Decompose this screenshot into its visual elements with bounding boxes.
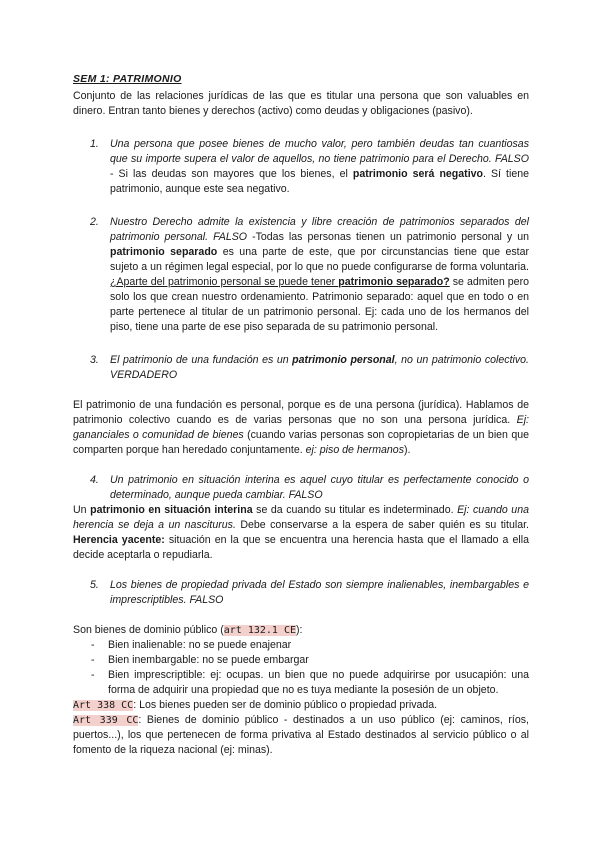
answer-text: es una parte de este, que por circunstancias tiene que estar sujeto a un régimen legal especial, por lo que no puede configurarse de forma voluntaria. (110, 246, 529, 273)
term-bold: patrimonio en situación interina (90, 504, 253, 516)
question-statement: El patrimonio de una fundación es un (110, 354, 293, 366)
document-title: SEM 1: PATRIMONIO (73, 73, 182, 85)
dominio-publico-lead (73, 623, 529, 638)
underlined-bold: patrimonio separado? (338, 276, 450, 288)
paragraph-interina (73, 503, 529, 563)
statement-bold: patrimonio personal (292, 354, 395, 366)
question-statement: , no un patrimonio colectivo. VERDADERO (110, 354, 529, 381)
question-statement: Un patrimonio en situación interina es aquel cuyo titular es perfectamente conocido o determinado, aunque pueda cambiar. FALSO (110, 474, 529, 501)
answer-text: . Sí tiene patrimonio, aunque este sea negativo. (110, 168, 529, 195)
question-number: 2. (90, 216, 99, 228)
paragraph-fundacion (73, 398, 529, 458)
question-number: 3. (90, 354, 99, 366)
text: : Bienes de dominio público - destinados a un uso público (ej: caminos, ríos, puertos...), los que pertenecen de forma privativa al Estado destinados al servicio público o al fomento de la riqueza nacional (ej: minas). (73, 714, 529, 756)
answer-bold: patrimonio será negativo (352, 168, 484, 180)
dominio-publico-list (73, 638, 529, 698)
article-reference: Art 338 CC (73, 700, 134, 711)
text: Un (73, 504, 91, 516)
text: : Los bienes pueden ser de dominio público o propiedad privada. (133, 699, 438, 711)
question-statement: Los bienes de propiedad privada del Estado son siempre inalienables, inembargables e imprescriptibles. FALSO (110, 579, 529, 606)
answer-text: se admiten pero solo los que crean nuestro ordenamiento. Patrimonio separado: aquel que en todo o en parte pertenece al titular de un patrimonio personal. Ej: cada uno de los hermanos del piso, tiene una parte de ese piso separada de su patrimonio personal. (110, 276, 529, 333)
list-item: - Bien imprescriptible: ej: ocupas. un bien que no puede adquirirse por usucapión: una forma de adquirir una propiedad que no es tuya mediante la posesión de un objeto. (73, 668, 529, 698)
document-page (73, 72, 529, 758)
example-italic: Ej: cuando una herencia se deja a un nasciturus. (73, 504, 529, 531)
question-4 (73, 473, 529, 503)
question-number: 1. (90, 138, 99, 150)
example-italic: Ej: gananciales o comunidad de bienes (73, 414, 529, 441)
underlined-question: ¿Aparte del patrimonio personal se puede tener (110, 276, 339, 288)
article-338 (73, 698, 529, 713)
question-statement: Nuestro Derecho admite la existencia y libre creación de patrimonios separados del patrimonio personal. FALSO (110, 216, 529, 243)
text: Debe conservarse a la espera de saber quién es su titular. (235, 519, 529, 531)
text: situación en la que se encuentra una herencia hasta que el llamado a ella decide aceptarla o repudiarla. (73, 534, 529, 561)
question-1 (73, 137, 529, 197)
article-339 (73, 713, 529, 758)
term-bold: Herencia yacente: (73, 534, 165, 546)
text: Son bienes de dominio público ( (73, 624, 224, 636)
answer-bold: patrimonio separado (110, 246, 218, 258)
example-italic: ej: piso de hermanos (305, 444, 404, 456)
question-statement: Una persona que posee bienes de mucho valor, pero también deudas tan cuantiosas que su importe supera el valor de aquellos, no tiene patrimonio para el Derecho. FALSO (110, 138, 529, 165)
text: El patrimonio de una fundación es personal, porque es de una persona (jurídica). Hablamos de patrimonio colectivo cuando es de varias personas que no son una persona jurídica. (73, 399, 529, 426)
text: (cuando varias personas son copropietarias de un bien que comparten porque han heredado conjuntamente. (73, 429, 529, 456)
question-2 (73, 215, 529, 335)
text: ). (404, 444, 411, 456)
list-item: - Bien inembargable: no se puede embargar (73, 653, 529, 668)
question-5 (73, 578, 529, 608)
article-reference: Art 339 CC (73, 715, 139, 726)
question-number: 4. (90, 474, 99, 486)
list-item: - Bien inalienable: no se puede enajenar (73, 638, 529, 653)
answer-text: - Si las deudas son mayores que los bienes, el (110, 168, 353, 180)
question-number: 5. (90, 579, 99, 591)
question-3 (73, 353, 529, 383)
text: se da cuando su titular es indeterminado. (252, 504, 458, 516)
text: ): (296, 624, 303, 636)
answer-text: -Todas las personas tienen un patrimonio personal y un (247, 231, 529, 243)
intro-paragraph: Conjunto de las relaciones jurídicas de las que es titular una persona que son valuables en dinero. Entran tanto bienes y derechos (activo) como deudas y obligaciones (pasivo). (73, 90, 529, 117)
article-reference: art 132.1 CE (223, 625, 297, 636)
